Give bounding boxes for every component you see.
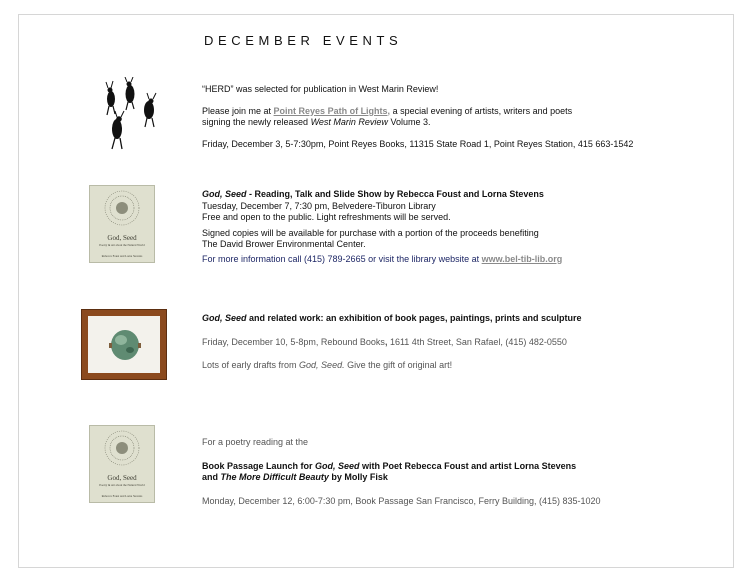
book-subtitle: Poetry & Art about the Natural World xyxy=(99,483,145,487)
book-authors: Rebecca Foust and Lorna Stevens xyxy=(101,254,143,258)
framed-artwork xyxy=(81,309,167,380)
event-reading-signed-2: The David Brower Environmental Center. xyxy=(202,239,366,249)
drafts-prefix: Lots of early drafts from xyxy=(202,360,300,370)
book-subtitle: Poetry & Art about the Natural World xyxy=(99,243,145,247)
reading-title-rest: - Reading, Talk and Slide Show by Rebecca Foust and Lorna Stevens xyxy=(246,189,544,199)
point-reyes-path-of-lights-link[interactable]: Point Reyes Path of Lights, xyxy=(273,105,391,116)
exhibition-date-prefix: Friday, December 10, 5-8pm, Rebound Books xyxy=(202,336,385,347)
event-exhibition-date xyxy=(202,337,582,349)
event-herd-signing xyxy=(202,117,633,129)
god-seed-book-cover xyxy=(89,185,155,263)
launch-prefix: Book Passage Launch for xyxy=(202,460,316,471)
exhibition-date-comma: , xyxy=(384,336,388,347)
signing-suffix: Volume 3. xyxy=(387,117,431,127)
globe-sculpture-icon xyxy=(88,316,162,375)
book-title: God, Seed xyxy=(107,234,137,242)
info-prefix: For more information call (415) 789-2665 or visit the library website at xyxy=(202,253,482,264)
exhibition-title-rest: and related work: an exhibition of book pages, paintings, prints and sculpture xyxy=(246,313,582,323)
event-herd-when-where: Friday, December 3, 5-7:30pm, Point Reyes Books, 11315 State Road 1, Point Reyes Station, 415 663-1542 xyxy=(202,138,634,149)
event-reading-info xyxy=(202,254,562,266)
and-suffix: by Molly Fisk xyxy=(328,472,388,482)
drafts-italic: God, Seed. xyxy=(299,360,345,370)
exhibition-title-italic: God, Seed xyxy=(202,313,247,323)
and-italic: The More Difficult Beauty xyxy=(220,472,329,482)
book-authors: Rebecca Foust and Lorna Stevens xyxy=(101,494,143,498)
event-herd-invite xyxy=(202,106,633,118)
event-exhibition-title xyxy=(202,313,582,325)
event-passage-intro: For a poetry reading at the xyxy=(202,437,309,447)
event-book-passage xyxy=(202,437,601,507)
event-reading-free: Free and open to the public. Light refreshments will be served. xyxy=(202,212,451,222)
page-title: DECEMBER EVENTS xyxy=(204,33,403,48)
book-title: God, Seed xyxy=(107,474,137,482)
artwork-mat xyxy=(88,316,160,373)
invite-suffix: a special evening of artists, writers and poets xyxy=(390,105,573,116)
event-passage-and xyxy=(202,472,601,484)
event-exhibition xyxy=(202,313,582,372)
drafts-suffix: Give the gift of original art! xyxy=(344,360,453,370)
library-website-link[interactable]: www.bel-tib-lib.org xyxy=(481,253,563,264)
event-reading-date: Tuesday, December 7, 7:30 pm, Belvedere-Tiburon Library xyxy=(202,200,436,211)
event-passage-when-where: Monday, December 12, 6:00-7:30 pm, Book Passage San Francisco, Ferry Building, (415) 835-1020 xyxy=(202,495,601,506)
event-herd xyxy=(202,84,633,150)
event-exhibition-drafts xyxy=(202,360,582,372)
event-passage-launch xyxy=(202,461,601,473)
deer-herd-illustration xyxy=(103,77,161,151)
dandelion-icon xyxy=(90,426,154,472)
signing-prefix: signing the newly released xyxy=(202,117,311,127)
god-seed-book-cover-2 xyxy=(89,425,155,503)
and-prefix: and xyxy=(202,472,221,482)
launch-italic: God, Seed xyxy=(315,460,360,471)
event-god-seed-reading xyxy=(202,189,562,265)
invite-prefix: Please join me at xyxy=(202,105,274,116)
signing-title: West Marin Review xyxy=(310,117,388,127)
event-reading-title xyxy=(202,189,562,201)
launch-suffix: with Poet Rebecca Foust and artist Lorna Stevens xyxy=(359,460,577,471)
exhibition-date-suffix: 1611 4th Street, San Rafael, (415) 482-0550 xyxy=(387,336,567,347)
event-herd-announcement: “HERD” was selected for publication in West Marin Review! xyxy=(202,84,439,94)
event-reading-signed-1: Signed copies will be available for purchase with a portion of the proceeds benefiting xyxy=(202,227,539,238)
dandelion-icon xyxy=(90,186,154,232)
reading-title-italic: God, Seed xyxy=(202,189,247,199)
